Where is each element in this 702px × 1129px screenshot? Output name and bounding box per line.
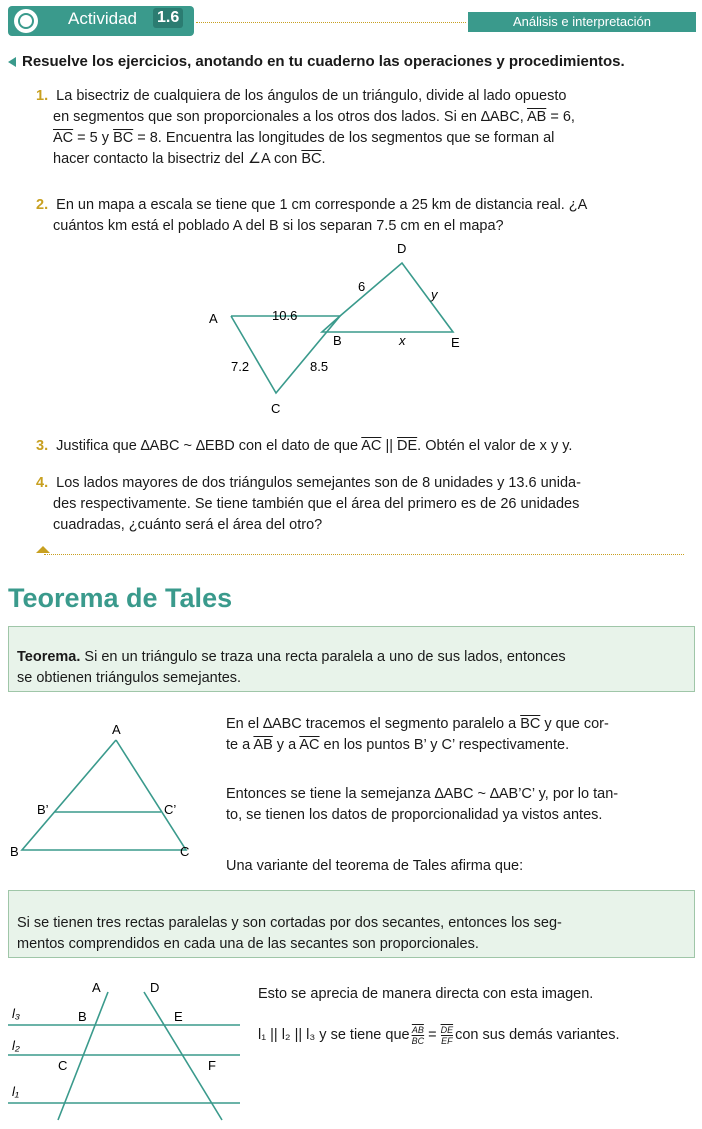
fig2-label-c1: C’: [164, 802, 177, 817]
tales-paragraph-3: Una variante del teorema de Tales afirma que:: [226, 858, 524, 874]
fig3-label-a: A: [92, 980, 101, 995]
instruction: Resuelve los ejercicios, anotando en tu cuaderno las operaciones y procedimientos.: [22, 53, 625, 70]
exercise-number: 1.: [36, 88, 49, 104]
figure-parallel-lines: [4, 978, 244, 1128]
fig3-label-f: F: [208, 1058, 216, 1073]
section-divider: [44, 554, 684, 555]
fig3-label-e: E: [174, 1009, 183, 1024]
separator-marker-icon: [36, 546, 50, 553]
fig3-label-l2: l₂: [12, 1038, 20, 1053]
label-a: A: [209, 311, 218, 326]
measure-bd: 6: [358, 279, 366, 294]
activity-label: Actividad: [68, 9, 137, 28]
exercise-number: 3.: [36, 438, 49, 454]
secant-2: [144, 992, 222, 1120]
measure-bc: 8.5: [310, 359, 329, 374]
tales-paragraph-4: Esto se aprecia de manera directa con esta imagen.: [258, 986, 594, 1002]
fig3-label-d: D: [150, 980, 160, 995]
fraction-ab-bc: $\frac{\overline{AB}}{BC}$: [411, 1024, 425, 1046]
triangle-abc-outline: [22, 740, 186, 850]
exercise-4: 4. Los lados mayores de dos triángulos semejantes son de 8 unidades y 13.6 unida- des respectivamente. Se tiene también que el área del primero es de 26 unidades cuadradas, ¿cuánto será el área del otro?: [36, 475, 581, 533]
exercise-number: 2.: [36, 197, 49, 213]
measure-ab: 10.6: [272, 308, 298, 323]
label-e: E: [451, 335, 460, 350]
section-tag: Análisis e interpretación: [468, 12, 696, 32]
instruction-marker-icon: [8, 57, 16, 67]
label-c: C: [271, 401, 281, 416]
fig2-label-a: A: [112, 722, 121, 737]
measure-de: y: [431, 287, 438, 302]
figure-triangle-parallel: [4, 720, 204, 870]
exercise-3: 3. Justifica que ∆ABC ~ ∆EBD con el dato de que $\overline{AC}$ || $\overline{DE}$. Obtén el valor de x y y.: [36, 438, 573, 454]
fig2-label-c: C: [180, 844, 190, 859]
exercise-1: 1. La bisectriz de cualquiera de los ángulos de un triángulo, divide al lado opuesto en segmentos que son proporcionales a los otros dos lados. Si en ∆ABC, $\overline{AB} = 6$, $\overline{AC} = 5$ y $\overline{BC} = 8$. Encuentra las longitudes de los segmentos que se forman al hacer contacto la bisectriz del ∠A con $\overline{BC}$.: [36, 88, 575, 167]
tales-paragraph-5: l₁ || l₂ || l₃ y se tiene que $\frac{\overline{AB}}{BC}$ = $\frac{\overline{DE}}{EF}$ con sus demás variantes.: [258, 1024, 620, 1046]
theorem-label: Teorema.: [17, 649, 81, 665]
exercise-number: 4.: [36, 475, 49, 491]
label-d: D: [397, 241, 407, 256]
variant-box: Si se tienen tres rectas paralelas y son cortadas por dos secantes, entonces los seg- mentos comprendidos en cada una de las secantes son proporcionales.: [8, 890, 695, 958]
header-divider: [196, 22, 466, 23]
fig2-label-b: B: [10, 844, 19, 859]
fig3-label-l3: l₃: [12, 1006, 21, 1021]
measure-be: x: [399, 333, 406, 348]
figure-similar-triangles: [195, 235, 485, 420]
label-b: B: [333, 333, 342, 348]
theorem-box: Teorema. Si en un triángulo se traza una recta paralela a uno de sus lados, entonces se obtienen triángulos semejantes.: [8, 626, 695, 692]
fraction-de-ef: $\frac{\overline{DE}}{EF}$: [440, 1024, 454, 1046]
fig3-label-c: C: [58, 1058, 68, 1073]
triangle-abc: [231, 316, 340, 393]
activity-icon: [14, 9, 38, 33]
exercise-2: 2. En un mapa a escala se tiene que 1 cm corresponde a 25 km de distancia real. ¿A cuántos km está el poblado A del B si los separan 7.5 cm en el mapa?: [36, 197, 588, 234]
section-title: Teorema de Tales: [8, 583, 233, 613]
measure-ac: 7.2: [231, 359, 250, 374]
fig3-label-b: B: [78, 1009, 87, 1024]
activity-number: 1.6: [153, 8, 183, 28]
fig2-label-b1: B’: [37, 802, 49, 817]
tales-paragraph-2: Entonces se tiene la semejanza ∆ABC ~ ∆AB’C’ y, por lo tan- to, se tienen los datos de proporcionalidad ya vistos antes.: [226, 786, 619, 823]
tales-paragraph-1: En el ∆ABC tracemos el segmento paralelo a $\overline{BC}$ y que cor- te a $\overline{AB}$ y a $\overline{AC}$ en los puntos B’ y C’ respectivamente.: [226, 716, 609, 753]
fig3-label-l1: l₁: [12, 1084, 19, 1099]
